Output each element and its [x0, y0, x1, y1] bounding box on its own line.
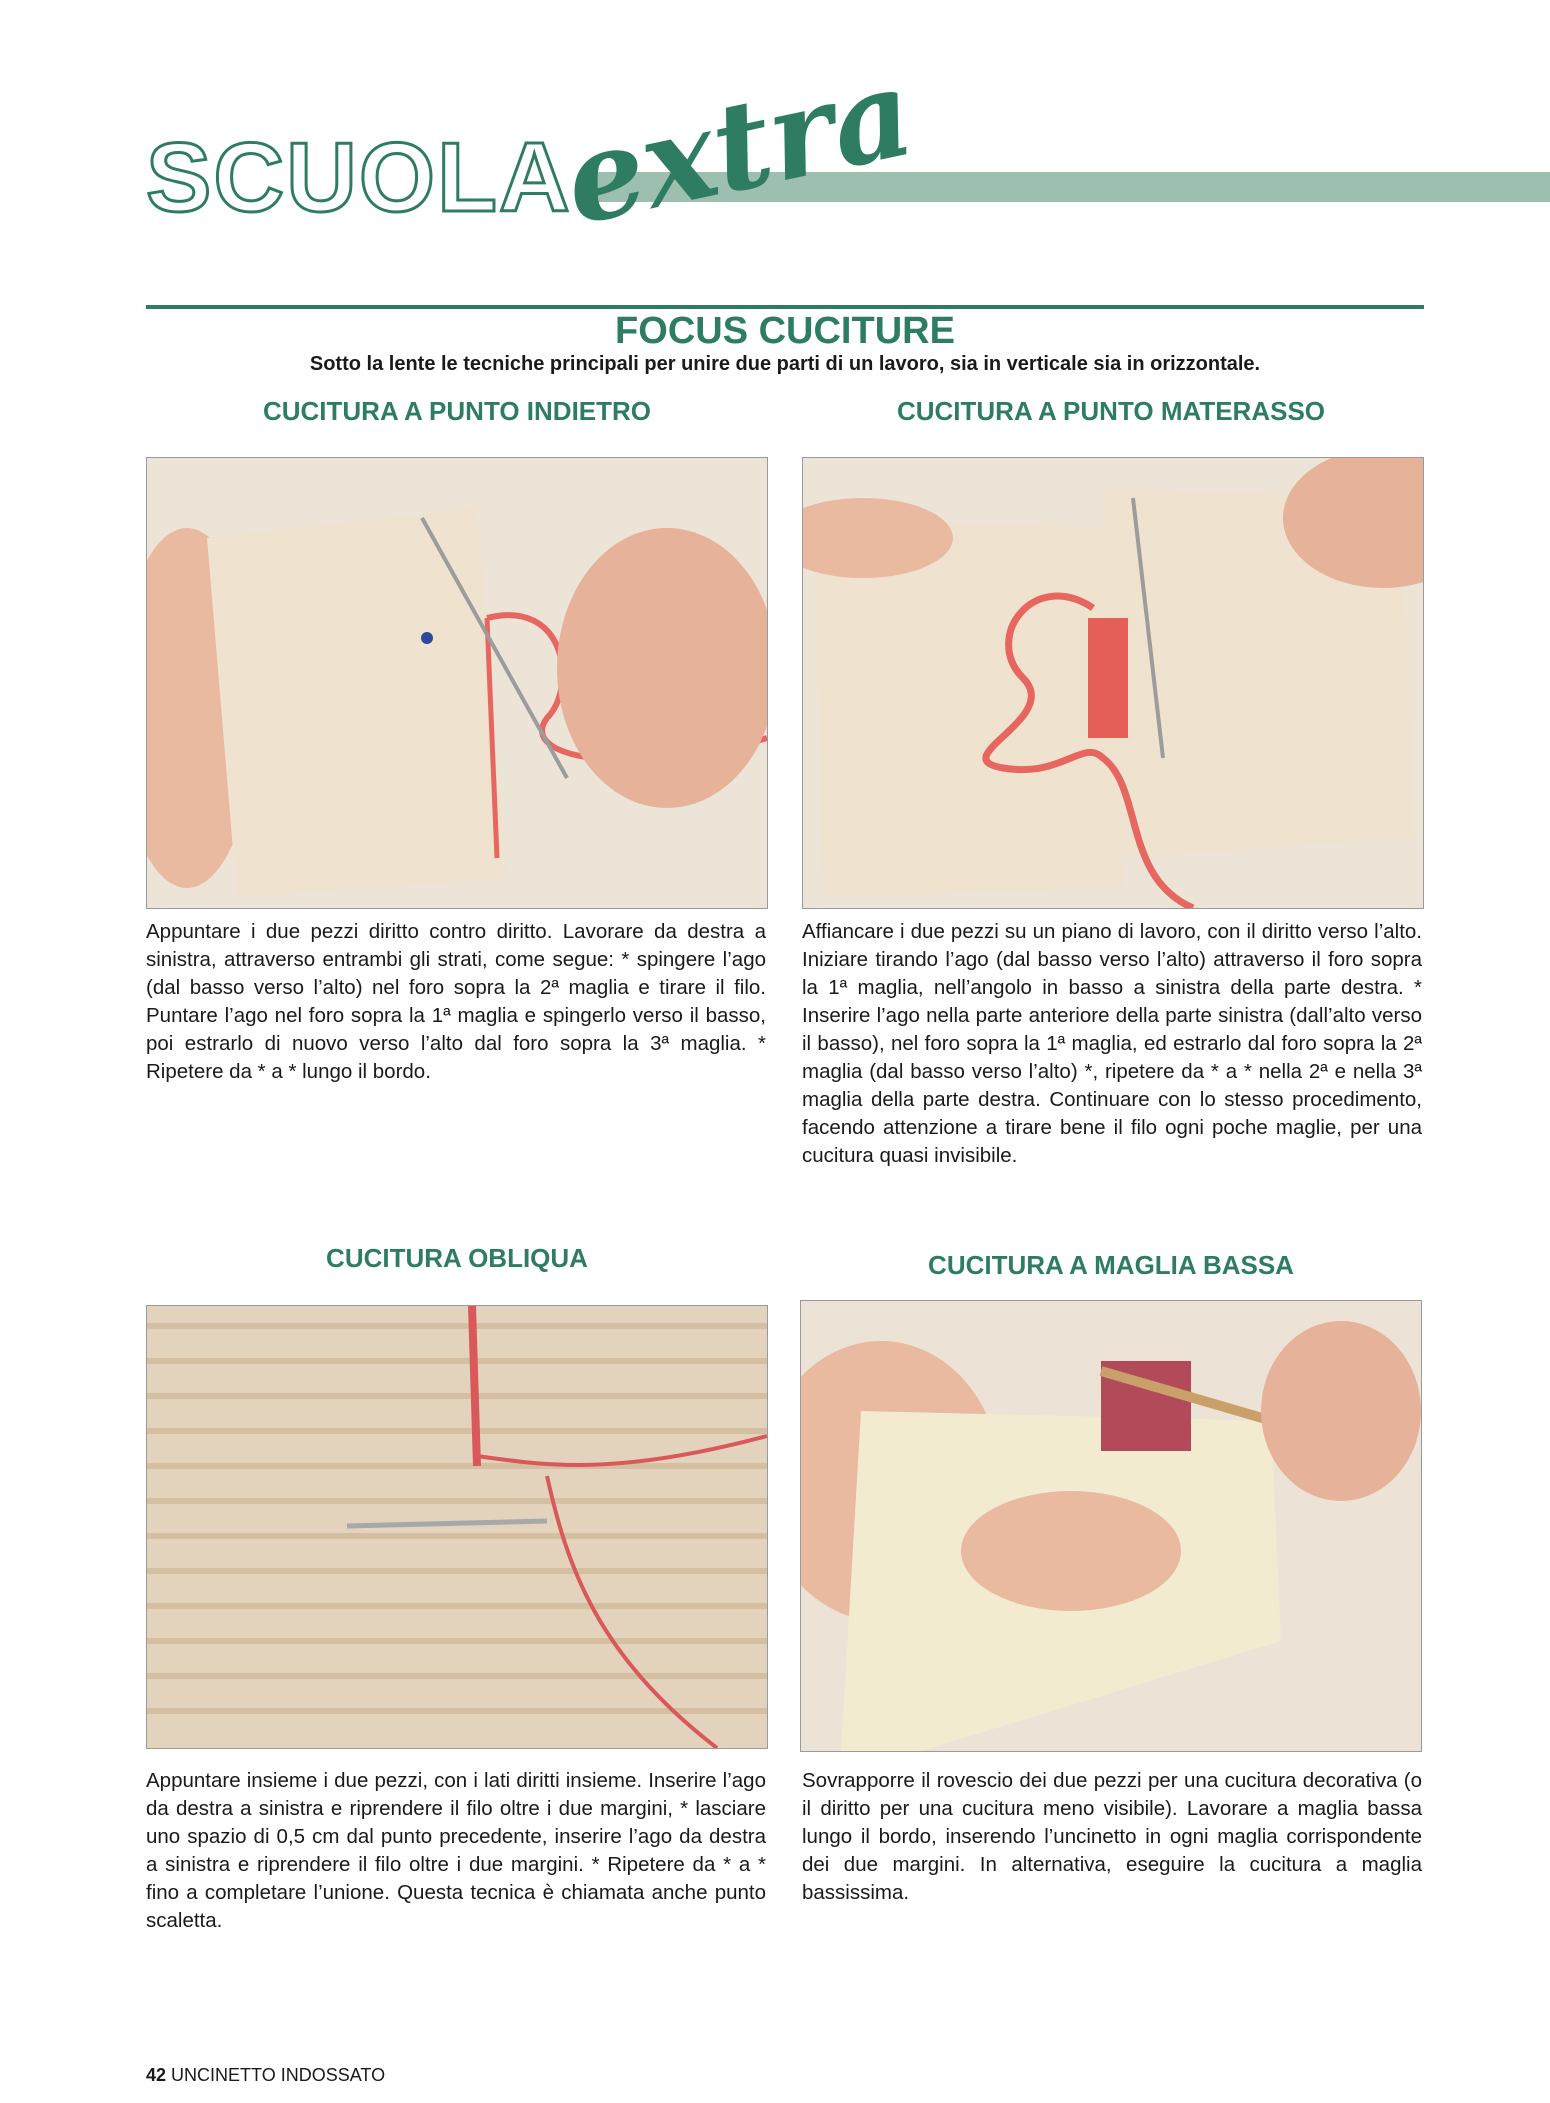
- photo-single-crochet-seam: [800, 1300, 1422, 1752]
- section-text: Sovrapporre il rovescio dei due pezzi per una cucitura decorativa (o il diritto per una cucitura meno visibile). Lavorare a maglia bassa lungo il bordo, inserendo l’uncinetto in ogni maglia corrispondente dei due margini. In alternativa, eseguire la cucitura a maglia bassissima.: [802, 1769, 1422, 1904]
- photo-mattress-stitch: [802, 457, 1424, 909]
- section-heading: CUCITURA OBLIQUA: [326, 1243, 588, 1273]
- page-footer: [146, 2065, 385, 2086]
- section-title-scuola: SCUOLA: [146, 122, 572, 232]
- section-heading: CUCITURA A MAGLIA BASSA: [928, 1250, 1294, 1280]
- photo-backstitch: [146, 457, 768, 909]
- divider: [146, 305, 1424, 309]
- photo-oblique-stitch: [146, 1305, 768, 1749]
- section-heading: CUCITURA A PUNTO INDIETRO: [262, 396, 652, 426]
- section-text: Appuntare i due pezzi diritto contro diritto. Lavorare da destra a sinistra, attraverso entrambi gli strati, come segue: * spingere l’ago (dal basso verso l’alto) nel foro sopra la 2ª maglia e tirare il filo. Puntare l’ago nel foro sopra la 1ª maglia e spingerlo verso il basso, poi estrarlo di nuovo verso l’alto dal foro sopra la 3ª maglia. * Ripetere da * a * lungo il bordo.: [146, 920, 766, 1083]
- section-title-extra: extra: [552, 39, 925, 253]
- page-number: 42: [146, 2065, 167, 2085]
- section-text: Appuntare insieme i due pezzi, con i lati diritti insieme. Inserire l’ago da destra a sinistra e riprendere il filo oltre i due margini, * lasciare uno spazio di 0,5 cm dal punto precedente, inserire l’ago da destra a sinistra e riprendere il filo oltre i due margini. * Ripetere da * a * fino a completare l’unione. Questa tecnica è chiamata anche punto scaletta.: [146, 1769, 766, 1932]
- page-subtitle: Sotto la lente le tecniche principali per unire due parti di un lavoro, sia in verticale sia in orizzontale.: [309, 353, 1261, 375]
- section-heading: CUCITURA A PUNTO MATERASSO: [896, 396, 1326, 426]
- section-text: Affiancare i due pezzi su un piano di lavoro, con il diritto verso l’alto. Iniziare tirando l’ago (dal basso verso l’alto) attraverso il foro sopra la 1ª maglia, nell’angolo in basso a sinistra della parte destra. * Inserire l’ago nella parte anteriore della parte sinistra (dall’alto verso il basso), nel foro sopra la 1ª maglia, ed estrarlo dal foro sopra la 2ª maglia (dal basso verso l’alto) *, ripetere da * a * nella 2ª e nella 3ª maglia della parte destra. Continuare con lo stesso procedimento, facendo attenzione a tirare bene il filo ogni poche maglie, per una cucitura quasi invisibile.: [802, 920, 1422, 1167]
- magazine-name: UNCINETTO INDOSSATO: [171, 2065, 386, 2085]
- page-title: FOCUS CUCITURE: [615, 310, 955, 352]
